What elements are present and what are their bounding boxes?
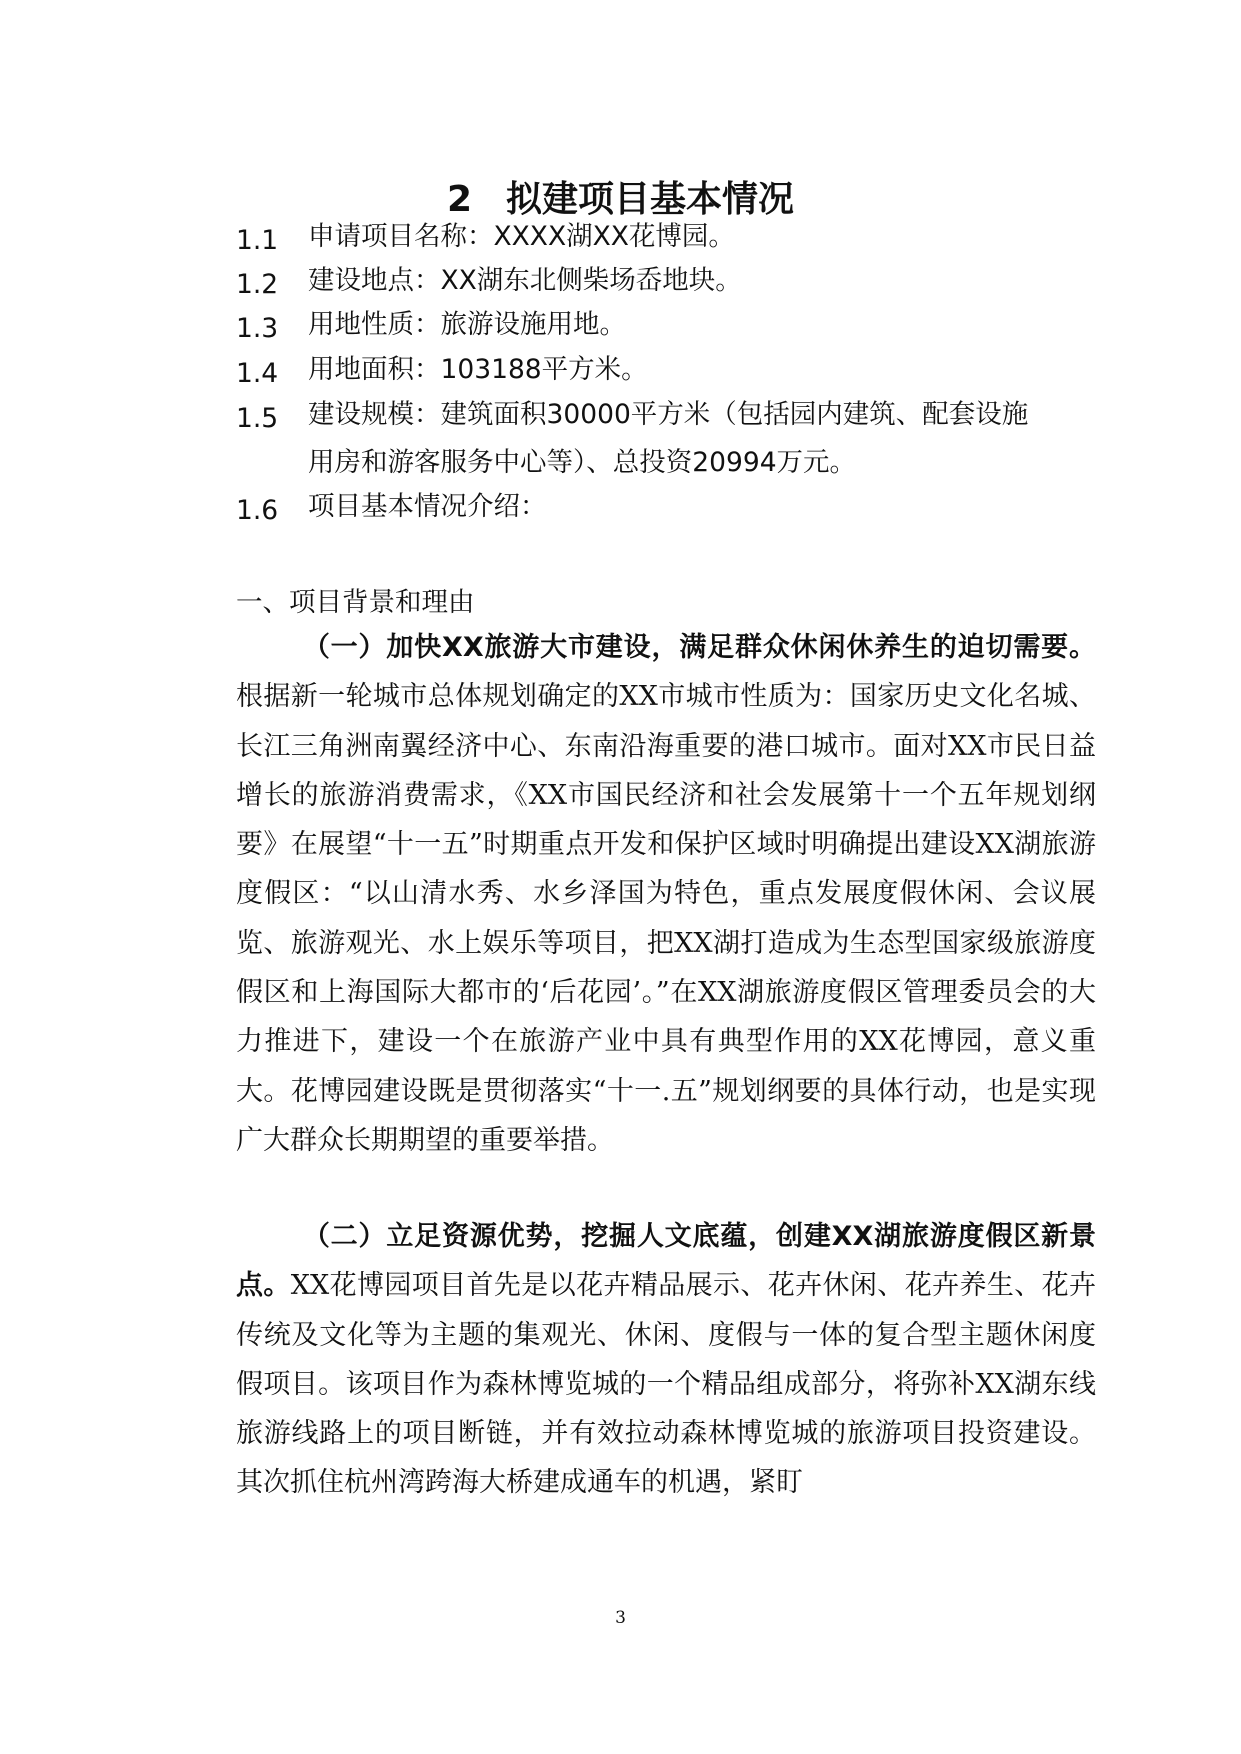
chapter-title-text: 拟建项目基本情况: [506, 179, 795, 220]
paragraph-1: [236, 623, 1096, 1165]
item-number: 1.6: [236, 495, 279, 526]
item-text-continued: 用房和游客服务中心等）、总投资20994万元。: [308, 447, 857, 478]
paragraph-2: [236, 1212, 1096, 1508]
section-heading: 一、项目背景和理由: [236, 587, 475, 618]
item-number: 1.1: [236, 225, 279, 256]
item-number: 1.3: [236, 313, 279, 344]
item-number: 1.5: [236, 403, 279, 434]
paragraph-lead: （二）立足资源优势，挖掘人文底蕴，创建XX湖旅游度假区新景点。: [236, 1221, 1096, 1302]
item-text: 建设地点：XX湖东北侧柴场岙地块。: [308, 265, 742, 296]
page-number: 3: [615, 1608, 626, 1628]
item-text: 用地面积：103188平方米。: [308, 354, 648, 385]
item-number: 1.2: [236, 269, 279, 300]
item-number: 1.4: [236, 358, 279, 389]
item-text: 项目基本情况介绍：: [308, 491, 547, 522]
item-text: 用地性质：旅游设施用地。: [308, 309, 626, 340]
paragraph-body: XX花博园项目首先是以花卉精品展示、花卉休闲、花卉养生、花卉传统及文化等为主题的集观光、休闲、度假与一体的复合型主题休闲度假项目。该项目作为森林博览城的一个精品组成部分，将弥补XX湖东线旅游线路上的项目断链，并有效拉动森林博览城的旅游项目投资建设。其次抓住杭州湾跨海大桥建成通车的机遇，紧盯: [236, 1270, 1097, 1499]
item-text: 申请项目名称：XXXX湖XX花博园。: [308, 221, 735, 252]
chapter-number: 2: [446, 179, 473, 220]
paragraph-body: 根据新一轮城市总体规划确定的XX市城市性质为：国家历史文化名城、长江三角洲南翼经济中心、东南沿海重要的港口城市。面对XX市民日益增长的旅游消费需求，《XX市国民经济和社会发展第十一个五年规划纲要》在展望“十一五”时期重点开发和保护区域时明确提出建设XX湖旅游度假区：“以山清水秀、水乡泽国为特色，重点发展度假休闲、会议展览、旅游观光、水上娱乐等项目，把XX湖打造成为生态型国家级旅游度假区和上海国际大都市的‘后花园’。”在XX湖旅游度假区管理委员会的大力推进下，建设一个在旅游产业中具有典型作用的XX花博园，意义重大。花博园建设既是贯彻落实“十一.五”规划纲要的具体行动，也是实现广大群众长期期望的重要举措。: [236, 681, 1096, 1156]
paragraph-lead: （一）加快XX旅游大市建设，满足群众休闲休养生的迫切需要。: [302, 632, 1096, 663]
item-text: 建设规模：建筑面积30000平方米（包括园内建筑、配套设施: [308, 399, 1029, 430]
